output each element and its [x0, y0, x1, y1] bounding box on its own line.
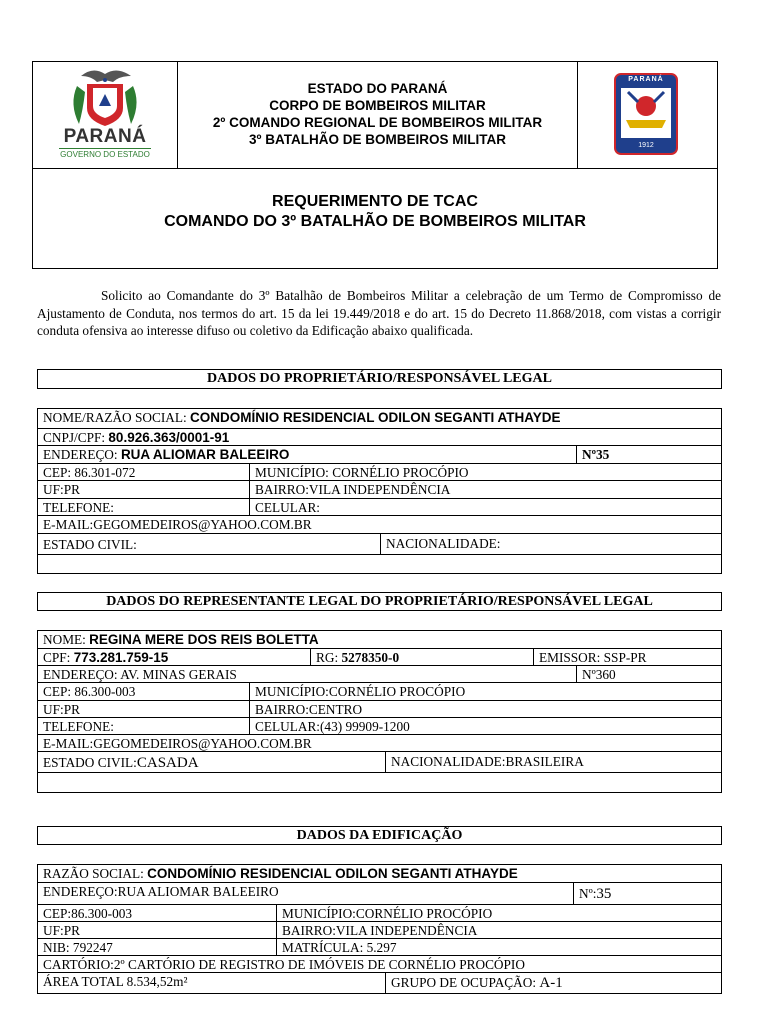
table-row [38, 883, 721, 905]
rep-uf: UF:PR [43, 702, 80, 717]
org-line: 2º COMANDO REGIONAL DE BOMBEIROS MILITAR [212, 115, 543, 130]
section-heading-proprietario [37, 369, 722, 389]
section-heading-edificacao [37, 826, 722, 845]
owner-address: RUA ALIOMAR BALEEIRO [120, 447, 290, 462]
emblem-text: PARANÁ [628, 76, 664, 83]
table-row [38, 516, 721, 534]
owner-name: CONDOMÍNIO RESIDENCIAL ODILON SEGANTI ATHAYDE [190, 410, 561, 425]
field-label: ESTADO CIVIL: [43, 755, 137, 770]
rep-bairro: BAIRRO:CENTRO [249, 701, 721, 717]
rep-celular: CELULAR:(43) 99909-1200 [249, 718, 721, 734]
owner-telefone: TELEFONE: [43, 500, 114, 515]
section-heading-representante [37, 592, 722, 611]
rep-address: ENDEREÇO: AV. MINAS GERAIS [43, 667, 237, 682]
field-label: NOME/RAZÃO SOCIAL: [43, 410, 191, 425]
owner-cep: CEP: 86.301-072 [43, 465, 136, 480]
proprietario-table [37, 408, 722, 574]
representante-table [37, 630, 722, 793]
rep-telefone: TELEFONE: [43, 719, 114, 734]
owner-number: Nº35 [576, 446, 721, 463]
table-row [38, 973, 721, 993]
table-row [38, 865, 721, 883]
field-label: Nº: [579, 886, 597, 901]
building-cartorio: CARTÓRIO:2º CARTÓRIO DE REGISTRO DE IMÓVEIS DE CORNÉLIO PROCÓPIO [43, 957, 525, 972]
edificacao-table [37, 864, 722, 994]
field-label: ENDEREÇO: [43, 447, 121, 462]
document-header [32, 61, 718, 269]
building-nib: NIB: 792247 [43, 940, 113, 955]
owner-cnpj: 80.926.363/0001-91 [108, 430, 230, 445]
rep-email: E-MAIL:GEGOMEDEIROS@YAHOO.COM.BR [43, 736, 312, 751]
rep-cpf: 773.281.759-15 [73, 650, 169, 665]
table-row [38, 409, 721, 429]
table-row [38, 464, 721, 481]
table-row [38, 631, 721, 649]
section-title: DADOS DO REPRESENTANTE LEGAL DO PROPRIETÁRIO/RESPONSÁVEL LEGAL [106, 594, 653, 609]
org-line: 3º BATALHÃO DE BOMBEIROS MILITAR [249, 132, 506, 147]
section-title: DADOS DA EDIFICAÇÃO [296, 828, 463, 843]
building-municipio: MUNICÍPIO:CORNÉLIO PROCÓPIO [276, 905, 721, 921]
building-grupo: A-1 [539, 975, 563, 991]
field-label: RAZÃO SOCIAL: [43, 866, 148, 881]
rep-number: Nº360 [576, 666, 721, 682]
table-row [38, 481, 721, 499]
table-row [38, 718, 721, 735]
table-row [38, 683, 721, 701]
owner-nacionalidade: NACIONALIDADE: [380, 534, 721, 554]
building-area: ÁREA TOTAL 8.534,52m² [43, 974, 188, 989]
rep-estado-civil: CASADA [136, 755, 199, 771]
intro-paragraph [37, 287, 721, 340]
intro-text: Solicito ao Comandante do 3º Batalhão de Bombeiros Militar a celebração de um Termo de Compromisso de Ajustamento de Conduta, nos termos do art. 15 da lei 19.449/2018 e do art. 15 do Decreto 11.868/2018, com vistas a corrigir conduta ofensiva ao interesse difuso ou coletivo da Edificação abaixo qualificada. [37, 288, 721, 338]
owner-email: E-MAIL:GEGOMEDEIROS@YAHOO.COM.BR [43, 517, 312, 532]
title-line: COMANDO DO 3º BATALHÃO DE BOMBEIROS MILITAR [164, 213, 586, 230]
org-line: ESTADO DO PARANÁ [307, 81, 448, 96]
table-row [38, 905, 721, 922]
field-label: RG: [316, 650, 342, 665]
table-row-empty [38, 555, 721, 573]
building-name: CONDOMÍNIO RESIDENCIAL ODILON SEGANTI ATHAYDE [147, 866, 518, 881]
field-label: CPF: [43, 650, 74, 665]
rep-name: REGINA MERE DOS REIS BOLETTA [89, 632, 319, 647]
parana-logo-text: PARANÁ [63, 126, 147, 147]
owner-estado-civil: ESTADO CIVIL: [43, 537, 137, 552]
building-bairro: BAIRRO:VILA INDEPENDÊNCIA [276, 922, 721, 938]
table-row [38, 534, 721, 555]
building-number: 35 [596, 886, 612, 902]
rep-municipio: MUNICÍPIO:CORNÉLIO PROCÓPIO [249, 683, 721, 700]
owner-celular: CELULAR: [249, 499, 721, 515]
organization-block [178, 80, 577, 148]
table-row [38, 956, 721, 973]
rep-emissor: EMISSOR: SSP-PR [533, 649, 721, 665]
field-label: NOME: [43, 632, 90, 647]
table-row [38, 429, 721, 446]
rep-rg: 5278350-0 [341, 650, 400, 665]
building-matricula: MATRÍCULA: 5.297 [276, 939, 721, 955]
table-row [38, 735, 721, 752]
fire-brigade-emblem [578, 62, 717, 168]
table-row [38, 752, 721, 773]
table-row-empty [38, 773, 721, 792]
table-row [38, 666, 721, 683]
owner-bairro: BAIRRO:VILA INDEPENDÊNCIA [249, 481, 721, 498]
table-row [38, 701, 721, 718]
owner-uf: UF:PR [43, 482, 80, 497]
building-address: ENDEREÇO:RUA ALIOMAR BALEEIRO [43, 884, 279, 899]
owner-municipio: MUNICÍPIO: CORNÉLIO PROCÓPIO [249, 464, 721, 480]
document-title [33, 192, 717, 232]
rep-nacionalidade: NACIONALIDADE:BRASILEIRA [385, 752, 721, 772]
governo-estado-text: GOVERNO DO ESTADO [60, 150, 150, 159]
table-row [38, 499, 721, 516]
rep-cep: CEP: 86.300-003 [43, 684, 136, 699]
table-row [38, 939, 721, 956]
org-line: CORPO DE BOMBEIROS MILITAR [269, 98, 486, 113]
parana-government-logo [33, 62, 177, 168]
table-row [38, 922, 721, 939]
table-row [38, 649, 721, 666]
field-label: CNPJ/CPF: [43, 430, 109, 445]
field-label: GRUPO DE OCUPAÇÃO: [391, 975, 540, 990]
title-line: REQUERIMENTO DE TCAC [272, 193, 478, 210]
building-uf: UF:PR [43, 923, 80, 938]
section-title: DADOS DO PROPRIETÁRIO/RESPONSÁVEL LEGAL [206, 371, 552, 386]
building-cep: CEP:86.300-003 [43, 906, 133, 921]
emblem-year: 1912 [638, 142, 654, 149]
table-row [38, 446, 721, 464]
